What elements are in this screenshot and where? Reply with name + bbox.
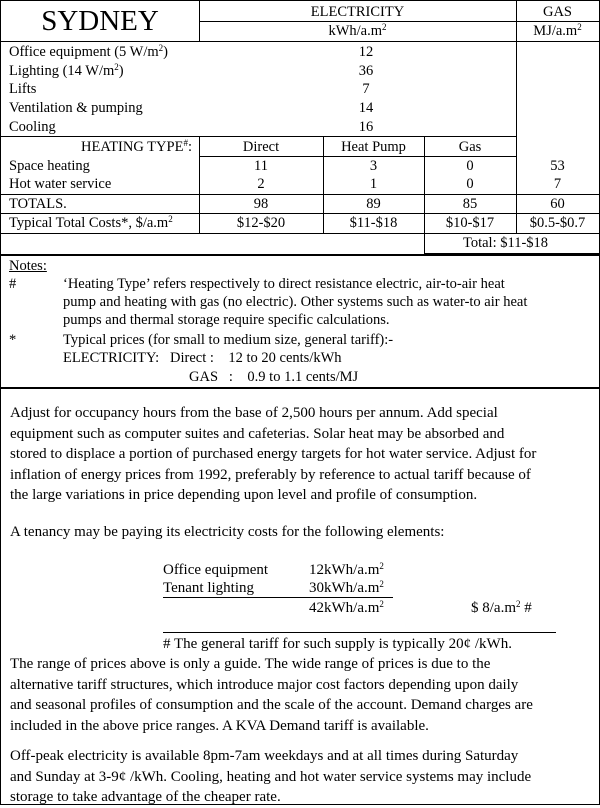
space-heating-heat-pump: 3 bbox=[369, 158, 378, 174]
note-hash-line: pumps and thermal storage require specific calculations. bbox=[63, 312, 390, 328]
row-label: Cooling bbox=[9, 119, 56, 135]
row-label: Ventilation & pumping bbox=[9, 100, 143, 116]
row-label: Lighting (14 $W/m^2$) bbox=[9, 62, 124, 79]
note-electricity-price: ELECTRICITY: Direct : 12 to 20 cents/kWh bbox=[63, 350, 342, 366]
heating-col-direct: Direct bbox=[242, 139, 280, 155]
footnote-rule bbox=[163, 632, 556, 633]
grand-total: Total: $11-$18 bbox=[463, 235, 549, 251]
hot-water-gas: 0 bbox=[466, 176, 474, 192]
note-gas-price: GAS : 0.9 to 1.1 cents/MJ bbox=[189, 369, 359, 385]
hot-water-direct: 2 bbox=[257, 176, 265, 192]
section-divider bbox=[1, 387, 599, 389]
note-star-mark: * bbox=[9, 332, 17, 348]
paragraph-adjust bbox=[10, 403, 595, 506]
row-value: 14 bbox=[358, 100, 374, 116]
tenancy-lighting-value: $30kWh/a.m^2$ bbox=[309, 579, 384, 596]
totals-gas: 85 bbox=[462, 196, 478, 212]
tenancy-office-label: Office equipment bbox=[163, 562, 269, 578]
tenancy-office-value: $12kWh/a.m^2$ bbox=[309, 561, 384, 578]
tariff-footnote: # The general tariff for such supply is typically 20¢ /kWh. bbox=[163, 636, 512, 652]
space-heating-gas: 0 bbox=[466, 158, 474, 174]
row-value: 7 bbox=[362, 81, 370, 97]
paragraph-line: equipment such as computer suites and cafeterias. Solar heat may be absorbed and bbox=[10, 425, 505, 442]
paragraph-line: included in the above price ranges. A KVA Demand tariff is available. bbox=[10, 717, 429, 734]
note-hash-mark: # bbox=[9, 276, 17, 292]
costs-label: Typical Total Costs*, $\$/a.m^2$ bbox=[9, 214, 173, 231]
paragraph-tenancy: A tenancy may be paying its electricity costs for the following elements: bbox=[10, 524, 445, 540]
electricity-header: ELECTRICITY bbox=[310, 4, 405, 20]
tenancy-total-value: $42kWh/a.m^2$ bbox=[309, 599, 384, 616]
paragraph-line: inflation of energy prices from 1992, preferably by reference to actual tariff because of bbox=[10, 466, 531, 483]
table-rule bbox=[1, 136, 516, 137]
notes-title: Notes: bbox=[9, 258, 47, 274]
costs-direct: $12-$20 bbox=[236, 215, 286, 231]
paragraph-line: Off-peak electricity is available 8pm-7am weekdays and at all times during Saturday bbox=[10, 748, 519, 764]
gas-header: GAS bbox=[542, 4, 572, 20]
row-label: Office equipment (5 $W/m^2$) bbox=[9, 43, 169, 60]
paragraph-line: The range of prices above is only a guide. The wide range of prices is due to the bbox=[10, 656, 491, 672]
paragraph-line: storage to take advantage of the cheaper rate. bbox=[10, 789, 281, 805]
tenancy-price: $ $8/a.m^2$ # bbox=[471, 599, 532, 616]
paragraph-line: alternative tariff structures, which introduce major cost factors depending upon daily bbox=[10, 676, 519, 693]
costs-gas-mj: $0.5-$0.7 bbox=[529, 215, 586, 231]
hot-water-gas-mj: 7 bbox=[553, 176, 562, 192]
space-heating-label: Space heating bbox=[9, 158, 90, 174]
note-star-line: Typical prices (for small to medium size, general tariff):- bbox=[63, 332, 394, 348]
row-value: 16 bbox=[358, 119, 374, 135]
section-divider bbox=[1, 254, 599, 256]
space-heating-gas-mj: 53 bbox=[550, 158, 565, 174]
note-hash-line: ‘Heating Type’ refers respectively to direct resistance electric, air-to-air heat bbox=[63, 276, 505, 292]
costs-gas: $10-$17 bbox=[445, 215, 495, 231]
heating-col-gas: Gas bbox=[458, 139, 482, 155]
paragraph-line: and Sunday at 3-9¢ /kWh. Cooling, heating and hot water service systems may include bbox=[10, 768, 532, 785]
row-value: 12 bbox=[358, 44, 374, 60]
gas-unit: $MJ/a.m^2$ bbox=[533, 22, 582, 39]
hot-water-label: Hot water service bbox=[9, 176, 112, 192]
heating-type-label: HEATING TYPE#: bbox=[81, 138, 192, 155]
paragraph-line: the large variations in price depending upon level and profile of consumption. bbox=[10, 487, 478, 503]
paragraph-line: Adjust for occupancy hours from the base of 2,500 hours per annum. Add special bbox=[10, 405, 498, 421]
paragraph-price-range bbox=[10, 654, 595, 736]
page-title: SYDNEY bbox=[41, 5, 159, 37]
totals-heat-pump: 89 bbox=[366, 196, 381, 212]
paragraph-off-peak bbox=[10, 746, 595, 808]
paragraph-line: stored to displace a portion of purchased energy targets for hot water service. Adjust for bbox=[10, 446, 537, 462]
note-hash-line: pump and heating with gas (no electric). Other systems such as water-to air heat bbox=[63, 294, 528, 310]
totals-gas-mj: 60 bbox=[550, 196, 565, 212]
hot-water-heat-pump: 1 bbox=[369, 176, 378, 192]
totals-label: TOTALS. bbox=[9, 196, 67, 212]
row-label: Lifts bbox=[9, 81, 37, 97]
table-rule bbox=[1, 41, 599, 42]
paragraph-line: and seasonal profiles of consumption and the scale of the account. Demand charges are bbox=[10, 697, 533, 713]
row-value: 36 bbox=[358, 63, 374, 79]
tenancy-lighting-label: Tenant lighting bbox=[163, 580, 255, 596]
space-heating-direct: 11 bbox=[254, 158, 268, 174]
heating-col-heat-pump: Heat Pump bbox=[341, 139, 406, 155]
costs-heat-pump: $11-$18 bbox=[349, 215, 398, 231]
totals-direct: 98 bbox=[253, 196, 269, 212]
electricity-unit: kWh/$a.m^2$ bbox=[328, 22, 387, 39]
